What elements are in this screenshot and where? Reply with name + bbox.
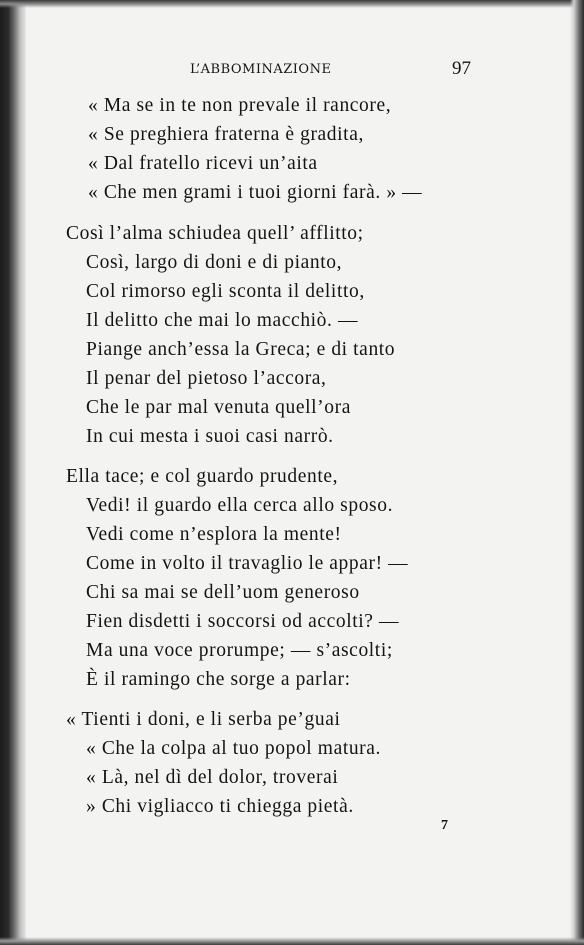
verse-line: « Dal fratello ricevi un’aita: [88, 153, 318, 174]
running-title: L’ABBOMINAZIONE: [190, 62, 332, 77]
verse-line: Col rimorso egli sconta il delitto,: [86, 281, 365, 302]
verse-line: « Che la colpa al tuo popol matura.: [86, 738, 382, 759]
verse-line: « Tienti i doni, e li serba pe’guai: [66, 709, 341, 730]
signature-mark: 7: [441, 818, 448, 833]
verse-line: « Là, nel dì del dolor, troverai: [86, 767, 339, 788]
verse-line: Piange anch’essa la Greca; e di tanto: [86, 339, 396, 360]
verse-line: Ella tace; e col guardo prudente,: [66, 466, 339, 487]
verse-line: Così l’alma schiudea quell’ afflitto;: [66, 223, 364, 244]
verse-line: Vedi! il guardo ella cerca allo sposo.: [86, 495, 394, 516]
page-edge-right: [570, 0, 584, 945]
verse-line: Chi sa mai se dell’uom generoso: [86, 582, 360, 603]
verse-line: Vedi come n’esplora la mente!: [86, 524, 342, 545]
verse-line: Il penar del pietoso l’accora,: [86, 368, 327, 389]
verse-line: « Ma se in te non prevale il rancore,: [88, 95, 392, 116]
page-number: 97: [452, 58, 471, 79]
page-edge-bottom: [0, 937, 584, 945]
verse-line: « Se preghiera fraterna è gradita,: [88, 124, 364, 145]
verse-line: Così, largo di doni e di pianto,: [86, 252, 343, 273]
verse-line: Fien disdetti i soccorsi od accolti? —: [86, 611, 400, 632]
page-edge-top: [0, 0, 584, 8]
verse-line: Che le par mal venuta quell’ora: [86, 397, 351, 418]
verse-line: » Chi vigliacco ti chiegga pietà.: [86, 796, 354, 817]
binding-edge-left: [0, 0, 26, 945]
verse-line: In cui mesta i suoi casi narrò.: [86, 426, 334, 447]
verse-line: È il ramingo che sorge a parlar:: [86, 669, 351, 690]
verse-line: Il delitto che mai lo macchiò. —: [86, 310, 359, 331]
verse-line: Ma una voce prorumpe; — s’ascolti;: [86, 640, 393, 661]
verse-line: Come in volto il travaglio le appar! —: [86, 553, 409, 574]
verse-line: « Che men grami i tuoi giorni farà. » —: [88, 182, 423, 203]
